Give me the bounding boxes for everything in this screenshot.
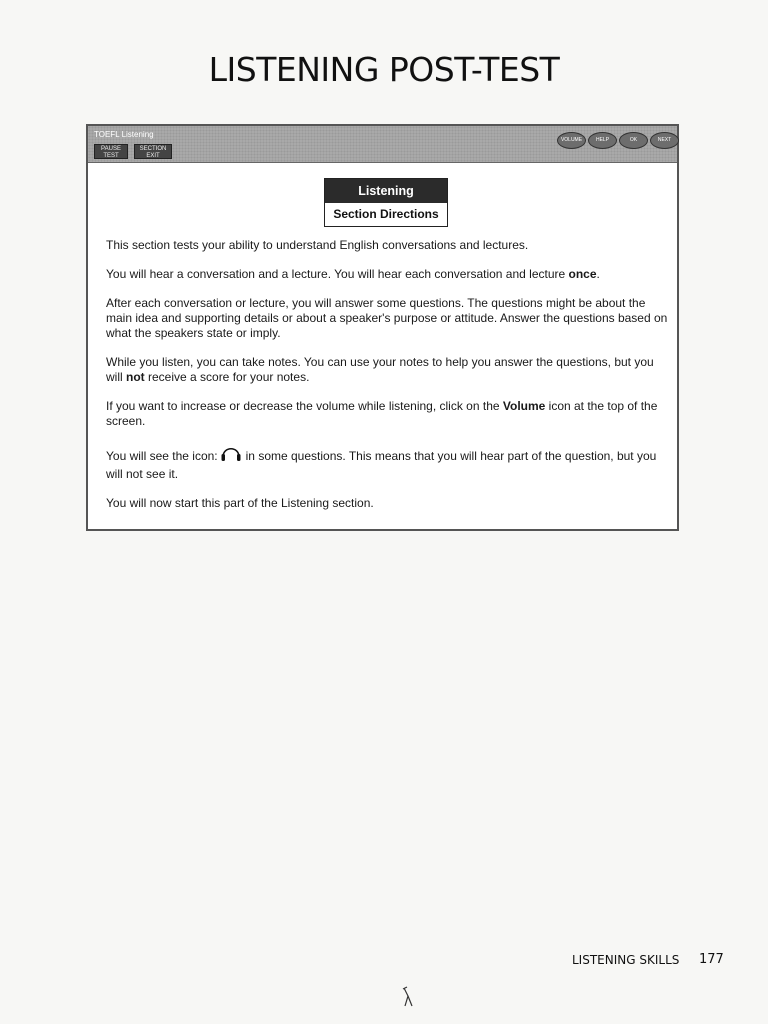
p5-end: icon at the top of the screen. [106,399,658,428]
ok-button[interactable]: OK [619,132,648,149]
p2-end: . [596,267,600,281]
section-exit-label-2: EXIT [146,153,160,159]
paragraph-3: After each conversation or lecture, you will answer some questions. The questions might be about the main idea and supporting details or about a speaker's purpose or attitude. Answer the questions based on what the speakers state or imply. [106,296,668,340]
toolbar [88,126,677,163]
footer-section-label: LISTENING SKILLS [572,953,680,967]
p2-bold: once [568,267,597,281]
p5-text: If you want to increase or decrease the volume while listening, click on the [106,399,503,413]
app-label: TOEFL Listening [94,130,154,139]
p4-end: receive a score for your notes. [144,370,310,384]
headphones-icon [220,443,242,467]
p4-text: While you listen, you can take notes. You can use your notes to help you answer the questions, but you will [106,355,654,384]
paragraph-6 [106,443,668,482]
next-button[interactable]: NEXT [650,132,679,149]
paragraph-5 [106,399,668,429]
p6-text: You will see the icon: [106,449,218,463]
p2-text: You will hear a conversation and a lecture. You will hear each conversation and lecture [106,267,569,281]
volume-button[interactable]: VOLUME [557,132,586,149]
p5-bold: Volume [502,399,546,413]
pause-test-button[interactable] [94,144,128,159]
directions-title: Listening [325,179,447,203]
pause-test-label-2: TEST [103,153,119,159]
directions-subtitle: Section Directions [333,207,439,221]
pause-test-label-1: PAUSE [101,146,121,152]
paragraph-2 [106,267,668,282]
section-exit-label-1: SECTION [139,146,167,152]
pen-mark [402,986,414,1008]
paragraph-4 [106,355,668,385]
page-title: LISTENING POST-TEST [208,50,560,90]
directions-text [106,238,668,525]
paragraph-7: You will now start this part of the Listening section. [106,496,374,510]
help-button[interactable]: HELP [588,132,617,149]
toefl-screen [86,124,679,531]
section-directions-header [324,178,448,227]
p4-bold: not [126,370,145,384]
page-number: 177 [699,952,724,967]
section-exit-button[interactable] [134,144,172,159]
paragraph-1: This section tests your ability to understand English conversations and lectures. [106,238,529,252]
p6-end: in some questions. This means that you will hear part of the question, but you will not see it. [106,449,657,481]
